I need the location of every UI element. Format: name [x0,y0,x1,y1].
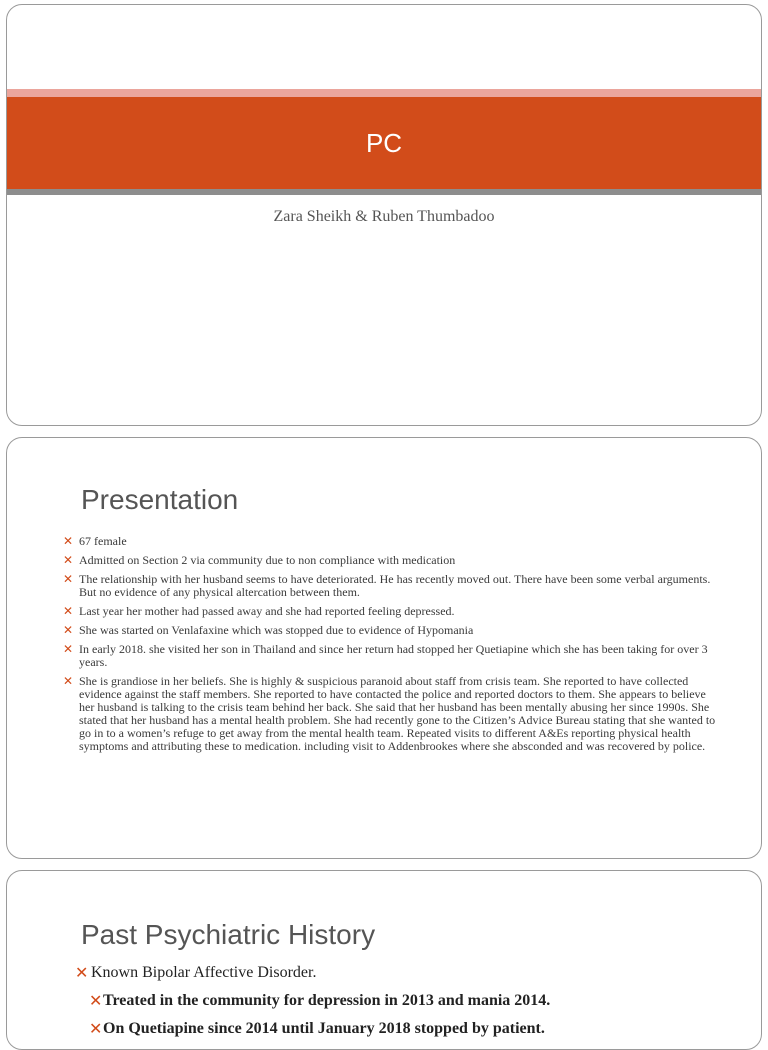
x-mark-icon: ✕ [63,674,74,688]
x-mark-icon: ✕ [63,553,74,567]
presentation-bullet-list [63,535,723,759]
title-band [7,97,761,189]
title-slide [6,4,762,426]
slide-title-past-psychiatric-history: Past Psychiatric History [81,919,376,950]
x-mark-icon: ✕ [63,604,74,618]
x-mark-icon: ✕ [63,642,74,656]
x-mark-icon: ✕ [63,623,74,637]
list-item: ✕ Last year her mother had passed away and she had reported feeling depressed. [63,604,455,618]
list-item: ✕ Known Bipolar Affective Disorder. [75,963,317,982]
past-psychiatric-history-slide [6,870,762,1050]
slide-subtitle-authors: Zara Sheikh & Ruben Thumbadoo [273,208,495,225]
list-item: ✕ Admitted on Section 2 via community due to non compliance with medication [63,553,456,567]
list-item: ✕ The relationship with her husband seems to have deteriorated. He has recently moved out. There have been some verbal arguments. But no evidence of any physical altercation between them. [63,572,711,599]
x-mark-icon: ✕ [89,1019,103,1038]
presentation-slide [6,437,762,859]
list-item: ✕ She was started on Venlafaxine which was stopped due to evidence of Hypomania [63,623,474,637]
list-item: ✕ She is grandiose in her beliefs. She is highly & suspicious paranoid about staff from crisis team. She reported to have collected evidence against the staff members. She reported to have contacted the police and reported doctors to them. She appears to believe her husband is talking to the crisis team behind her back. She said that her husband has been mentally abusing her since 1990s. She stated that her husband has a mental health problem. She had recently gone to the Citizen’s Advice Bureau stating that she wanted to go in to a women’s refuge to get away from the mental health team. Repeated visits to different A&Es reporting physical health symptoms and attributing these to medication. including visit to Addenbrookes where she absconded and was recovered by police. [63,674,716,753]
title-band-bottom-stripe [7,189,761,195]
x-mark-icon: ✕ [75,963,89,982]
slide-title-pc: PC [365,127,403,158]
list-item: ✕ In early 2018. she visited her son in Thailand and since her return had stopped her Quetiapine which she has been taking for over 3 years. [63,642,708,669]
list-item: ✕ 67 female [63,534,127,548]
slide-title-presentation: Presentation [81,484,239,515]
x-mark-icon: ✕ [63,534,74,548]
title-band-top-stripe [7,89,761,97]
list-item: ✕ Treated in the community for depression in 2013 and mania 2014. [89,991,551,1010]
history-bullet-list [75,964,755,1048]
x-mark-icon: ✕ [89,991,103,1010]
list-item: ✕ On Quetiapine since 2014 until January 2018 stopped by patient. [89,1019,545,1038]
x-mark-icon: ✕ [63,572,74,586]
